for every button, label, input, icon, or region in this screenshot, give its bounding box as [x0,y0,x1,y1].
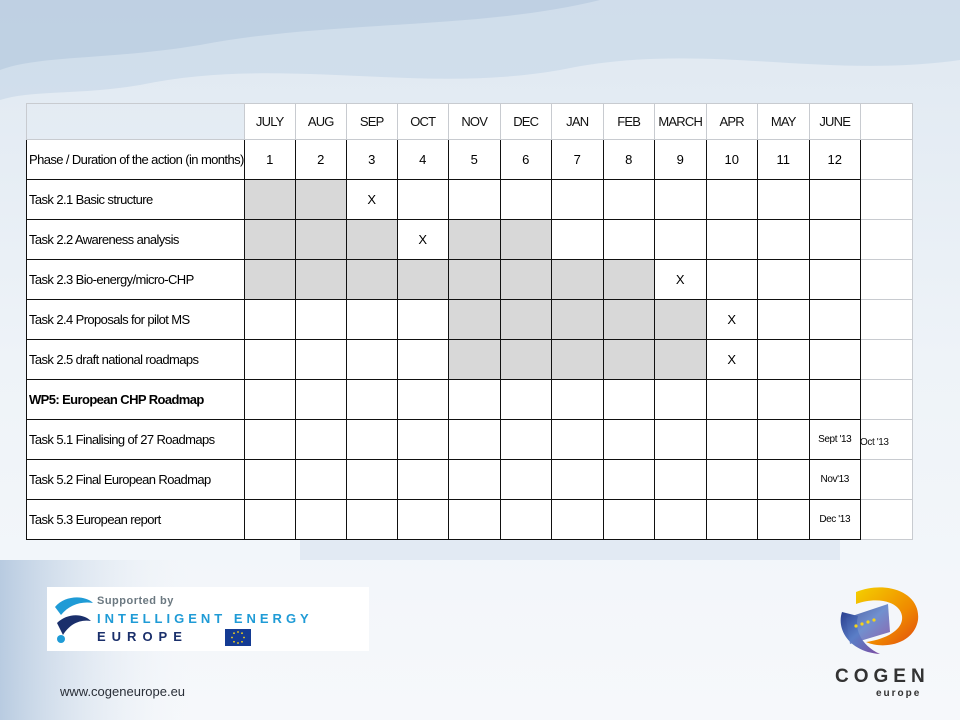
extra-column-cell [860,460,912,500]
empty-period-cell [244,300,295,340]
iee-swirl-icon [51,593,95,645]
shaded-period-cell [448,260,500,300]
empty-period-cell [346,340,397,380]
empty-period-cell [500,500,551,540]
month-label: APR [719,114,744,129]
empty-period-cell [295,340,346,380]
month-number-cell: 12 [809,140,860,180]
shaded-period-cell [603,300,654,340]
task-label: Task 2.5 draft national roadmaps [27,340,245,380]
empty-period-cell [448,380,500,420]
empty-period-cell [809,380,860,420]
month-header-cell [244,104,295,140]
month-header-cell [448,104,500,140]
month-label: NOV [461,114,488,129]
empty-period-cell [706,260,757,300]
extra-column-cell [860,104,912,140]
empty-period-cell [346,300,397,340]
extra-column-cell [860,500,912,540]
shaded-period-cell [448,340,500,380]
month-header-cell [346,104,397,140]
milestone-x-cell [654,260,706,300]
empty-period-cell [706,500,757,540]
empty-period-cell [809,220,860,260]
header-corner-cell [27,104,245,140]
extra-column-cell [860,180,912,220]
month-label: SEP [359,114,384,129]
empty-period-cell [295,380,346,420]
extra-column-cell [860,140,912,180]
milestone-x-cell [706,300,757,340]
shaded-period-cell [500,260,551,300]
deadline-note-cell: Sept '13 [809,420,860,460]
empty-period-cell [500,180,551,220]
empty-period-cell [244,340,295,380]
empty-period-cell [757,260,809,300]
month-number-cell: 11 [757,140,809,180]
empty-period-cell [757,300,809,340]
month-number-cell: 7 [551,140,603,180]
empty-period-cell [706,420,757,460]
empty-period-cell [346,460,397,500]
empty-period-cell [295,460,346,500]
month-number-cell: 8 [603,140,654,180]
shaded-period-cell [295,220,346,260]
month-number-cell: 5 [448,140,500,180]
month-number-cell: 10 [706,140,757,180]
task-row [27,500,913,540]
task-row [27,260,913,300]
month-number-cell: 6 [500,140,551,180]
milestone-x-mark: X [418,232,428,247]
milestone-x-cell [397,220,448,260]
empty-period-cell [397,180,448,220]
empty-period-cell [551,380,603,420]
shaded-period-cell [346,220,397,260]
extra-column-cell [860,220,912,260]
empty-period-cell [551,500,603,540]
month-label: JUNE [819,114,851,129]
phase-label: Phase / Duration of the action (in months) [27,140,245,180]
empty-period-cell [397,380,448,420]
empty-period-cell [448,180,500,220]
empty-period-cell [603,460,654,500]
empty-period-cell [603,500,654,540]
month-number-cell: 2 [295,140,346,180]
shaded-period-cell [397,260,448,300]
empty-period-cell [757,340,809,380]
extra-column-cell [860,340,912,380]
task-row [27,380,913,420]
empty-period-cell [448,420,500,460]
empty-period-cell [397,460,448,500]
task-row [27,180,913,220]
extra-column-cell [860,260,912,300]
shaded-period-cell [346,260,397,300]
shaded-period-cell [500,340,551,380]
empty-period-cell [706,460,757,500]
month-number-cell: 1 [244,140,295,180]
empty-period-cell [551,420,603,460]
shaded-period-cell [244,220,295,260]
month-header-cell [295,104,346,140]
empty-period-cell [397,420,448,460]
empty-period-cell [500,380,551,420]
empty-period-cell [706,180,757,220]
empty-period-cell [654,460,706,500]
empty-period-cell [500,460,551,500]
task-label: Task 5.1 Finalising of 27 Roadmaps [27,420,245,460]
task-row [27,460,913,500]
task-label: Task 5.2 Final European Roadmap [27,460,245,500]
task-row [27,300,913,340]
empty-period-cell [551,180,603,220]
deadline-note-cell: Nov'13 [809,460,860,500]
milestone-x-cell [706,340,757,380]
month-label: OCT [410,114,436,129]
empty-period-cell [397,340,448,380]
empty-period-cell [757,380,809,420]
empty-period-cell [346,420,397,460]
schedule-table [26,103,913,540]
empty-period-cell [346,500,397,540]
empty-period-cell [706,220,757,260]
milestone-x-cell [346,180,397,220]
shaded-period-cell [654,340,706,380]
month-number-cell: 4 [397,140,448,180]
iee-supported-by: Supported by [97,595,174,607]
month-label: DEC [513,114,539,129]
empty-period-cell [757,460,809,500]
month-header-cell [809,104,860,140]
month-label: MARCH [658,114,703,129]
empty-period-cell [809,340,860,380]
empty-period-cell [448,500,500,540]
empty-period-cell [244,420,295,460]
empty-period-cell [397,500,448,540]
milestone-x-mark: X [727,312,737,327]
month-number-cell: 3 [346,140,397,180]
empty-period-cell [295,500,346,540]
month-label: JAN [566,114,589,129]
month-header-row [27,104,913,140]
empty-period-cell [244,460,295,500]
empty-period-cell [706,380,757,420]
month-label: MAY [770,114,796,129]
shaded-period-cell [654,300,706,340]
empty-period-cell [654,220,706,260]
milestone-x-mark: X [367,192,377,207]
shaded-period-cell [244,180,295,220]
empty-period-cell [654,180,706,220]
month-header-cell [654,104,706,140]
empty-period-cell [448,460,500,500]
iee-line-2: EUROPE [97,629,188,644]
empty-period-cell [244,380,295,420]
month-label: FEB [617,114,641,129]
empty-period-cell [757,420,809,460]
empty-period-cell [757,220,809,260]
shaded-period-cell [244,260,295,300]
task-row [27,420,913,460]
empty-period-cell [654,500,706,540]
empty-period-cell [346,380,397,420]
task-label: Task 2.3 Bio-energy/micro-CHP [27,260,245,300]
month-header-cell [603,104,654,140]
intelligent-energy-europe-logo [47,587,369,651]
task-row [27,340,913,380]
month-label: JULY [255,114,284,129]
shaded-period-cell [448,220,500,260]
empty-period-cell [809,260,860,300]
eu-flag-icon [225,629,251,646]
empty-period-cell [397,300,448,340]
month-header-cell [500,104,551,140]
task-label: Task 2.1 Basic structure [27,180,245,220]
extra-column-cell [860,300,912,340]
gantt-chart [26,103,913,540]
shaded-period-cell [448,300,500,340]
empty-period-cell [295,420,346,460]
shaded-period-cell [551,260,603,300]
shaded-period-cell [500,220,551,260]
shaded-period-cell [551,300,603,340]
empty-period-cell [757,500,809,540]
cogen-wordmark: COGEN [835,666,930,687]
empty-period-cell [654,380,706,420]
shaded-period-cell [603,260,654,300]
month-number-cell: 9 [654,140,706,180]
empty-period-cell [551,460,603,500]
month-label: AUG [307,114,334,129]
month-header-cell [551,104,603,140]
empty-period-cell [551,220,603,260]
task-label: Task 2.4 Proposals for pilot MS [27,300,245,340]
milestone-x-mark: X [727,352,737,367]
empty-period-cell [654,420,706,460]
task-row [27,220,913,260]
shaded-period-cell [551,340,603,380]
month-header-cell [397,104,448,140]
empty-period-cell [603,380,654,420]
website-url: www.cogeneurope.eu [60,684,186,699]
milestone-x-mark: X [675,272,685,287]
month-header-cell [757,104,809,140]
shaded-period-cell [295,260,346,300]
shaded-period-cell [295,180,346,220]
task-label: WP5: European CHP Roadmap [27,380,245,420]
empty-period-cell [757,180,809,220]
shaded-period-cell [603,340,654,380]
empty-period-cell [500,420,551,460]
empty-period-cell [244,500,295,540]
iee-line-1: INTELLIGENT ENERGY [97,611,313,626]
task-label: Task 5.3 European report [27,500,245,540]
empty-period-cell [603,180,654,220]
month-header-cell [706,104,757,140]
cogen-subtitle: europe [876,688,922,699]
empty-period-cell [603,420,654,460]
oct-13-note: Oct '13 [860,437,889,448]
empty-period-cell [295,300,346,340]
task-label: Task 2.2 Awareness analysis [27,220,245,260]
empty-period-cell [809,180,860,220]
extra-column-cell [860,380,912,420]
empty-period-cell [809,300,860,340]
deadline-note-cell: Dec '13 [809,500,860,540]
shaded-period-cell [500,300,551,340]
empty-period-cell [603,220,654,260]
phase-row [27,140,913,180]
